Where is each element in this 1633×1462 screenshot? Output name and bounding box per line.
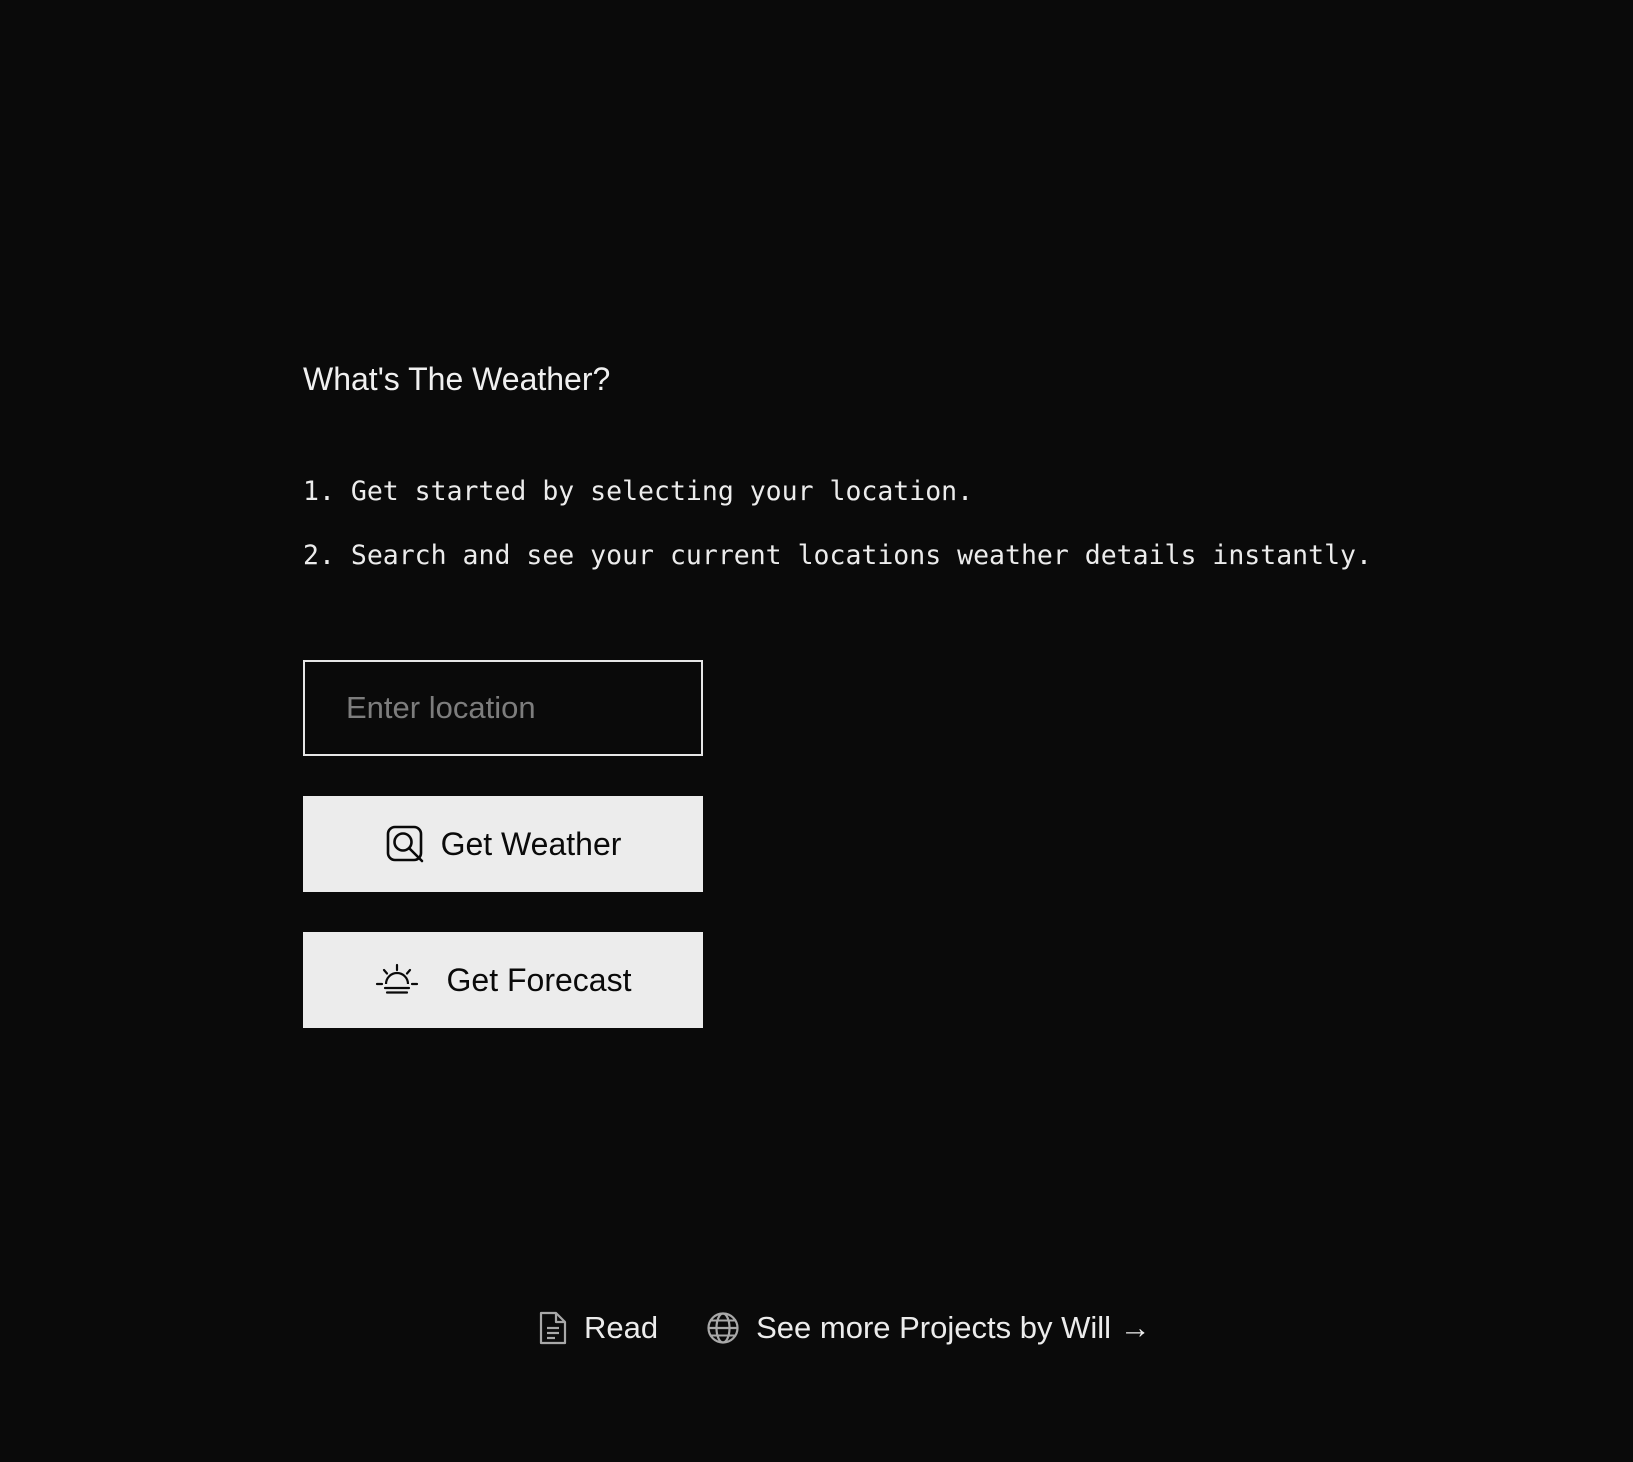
get-weather-button[interactable] (303, 796, 703, 892)
location-input[interactable] (303, 660, 703, 756)
read-link[interactable] (538, 1310, 658, 1346)
document-icon (538, 1310, 568, 1346)
projects-link[interactable] (706, 1310, 1151, 1346)
get-forecast-label: Get Forecast (446, 961, 632, 998)
sunrise-icon (375, 962, 419, 998)
get-weather-label: Get Weather (440, 825, 622, 862)
projects-label: See more Projects by Will → (756, 1310, 1151, 1345)
read-label: Read (584, 1310, 659, 1345)
globe-icon (706, 1311, 740, 1345)
search-icon (385, 824, 425, 864)
page-title: What's The Weather? (303, 361, 611, 397)
instruction-step-1: 1. Get started by selecting your location. (303, 476, 974, 507)
footer (538, 1310, 1151, 1346)
instructions-list (303, 474, 1372, 602)
instruction-step-2: 2. Search and see your current locations weather details instantly. (303, 540, 1372, 571)
get-forecast-button[interactable] (303, 932, 703, 1028)
